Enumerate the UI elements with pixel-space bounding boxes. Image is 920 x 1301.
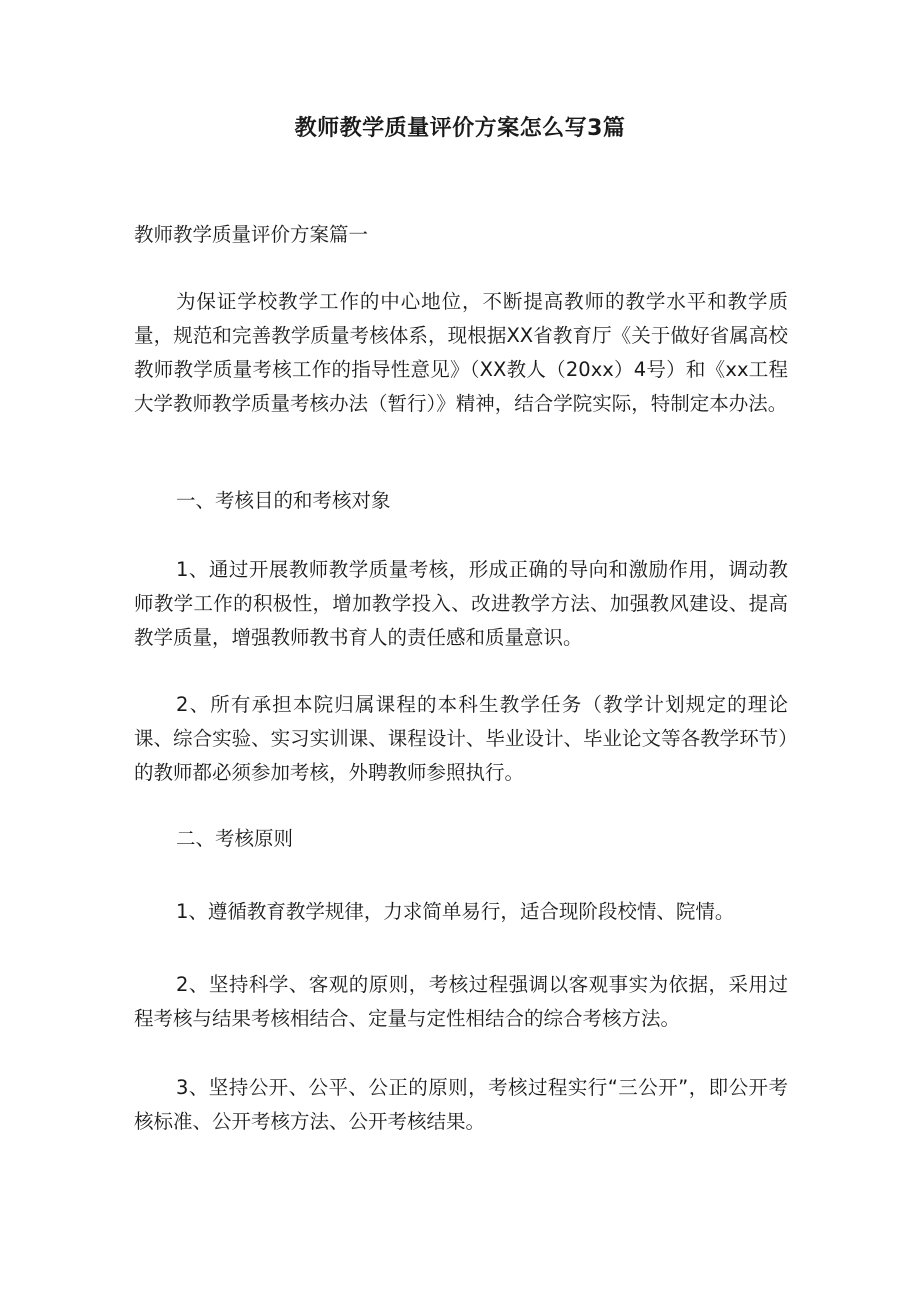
heading-assessment-principles: 二、考核原则 [176,827,294,850]
paragraph-purpose-2: 2、所有承担本院归属课程的本科生教学任务（教学计划规定的理论课、综合实验、实习实训课、课程设计、毕业设计、毕业论文等各教学环节）的教师都必须参加考核，外聘教师参照执行。 [134,693,788,784]
heading-assessment-purpose: 一、考核目的和考核对象 [176,489,391,512]
paragraph-principle-3: 3、坚持公开、公平、公正的原则，考核过程实行“三公开”，即公开考核标准、公开考核方法、公开考核结果。 [134,1076,788,1133]
paragraph-principle-1: 1、遵循教育教学规律，力求简单易行，适合现阶段校情、院情。 [176,900,735,923]
paragraph-principle-2: 2、坚持科学、客观的原则，考核过程强调以客观事实为依据，采用过程考核与结果考核相结合、定量与定性相结合的综合考核方法。 [134,973,788,1030]
document-title: 教师教学质量评价方案怎么写3篇 [294,116,626,141]
section-title: 教师教学质量评价方案篇一 [134,223,369,246]
paragraph-purpose-1: 1、通过开展教师教学质量考核，形成正确的导向和激励作用，调动教师教学工作的积极性，增加教学投入、改进教学方法、加强教风建设、提高教学质量，增强教师教书育人的责任感和质量意识。 [134,558,788,649]
intro-paragraph: 为保证学校教学工作的中心地位，不断提高教师的教学水平和教学质量，规范和完善教学质量考核体系，现根据XX省教育厅《关于做好省属高校教师教学质量考核工作的指导性意见》（XX教人（20xx）4号）和《xx工程大学教师教学质量考核办法（暂行）》精神，结合学院实际，特制定本办法。 [134,290,788,415]
